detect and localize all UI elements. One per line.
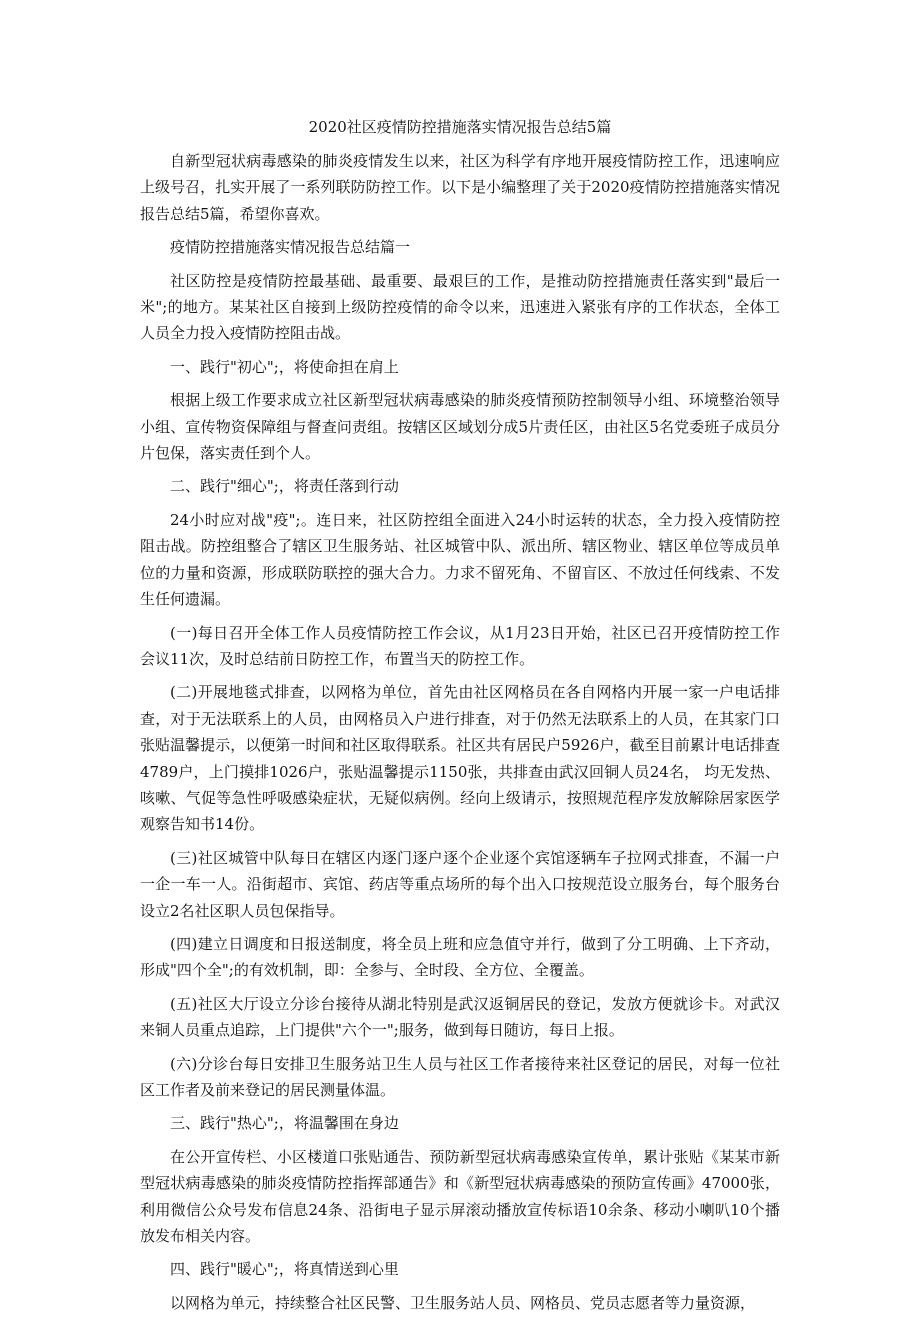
paragraph-article-heading: 疫情防控措施落实情况报告总结篇一 xyxy=(170,238,411,257)
list-item: (四)建立日调度和日报送制度，将全员上班和应急值守并行，做到了分工明确、上下齐动，形成"四个全";的有效机制，即：全参与、全时段、全方位、全覆盖。 xyxy=(140,934,780,980)
section-heading: 一、践行"初心";，将使命担在肩上 xyxy=(170,357,399,376)
list-item: (一)每日召开全体工作人员疫情防控工作会议，从1月23日开始，社区已召开疫情防控工作会议11次，及时总结前日防控工作，布置当天的防控工作。 xyxy=(140,623,780,668)
paragraph: 24小时应对战"疫";。连日来，社区防控组全面进入24小时运转的状态，全力投入疫情防控阻击战。防控组整合了辖区卫生服务站、社区城管中队、派出所、辖区物业、辖区单位等成员单位的力量和资源，形成联防联控的强大合力。力求不留死角、不留盲区、不放过任何线索、不发生任何遗漏。 xyxy=(140,510,780,609)
list-item: (六)分诊台每日安排卫生服务站卫生人员与社区工作者接待来社区登记的居民，对每一位社区工作者及前来登记的居民测量体温。 xyxy=(140,1054,780,1099)
document-title: 2020社区疫情防控措施落实情况报告总结5篇 xyxy=(308,118,612,136)
paragraph: 以网格为单元，持续整合社区民警、卫生服务站人员、网格员、党员志愿者等力量资源， xyxy=(170,1293,756,1312)
document-body xyxy=(140,148,780,1323)
paragraph: 在公开宣传栏、小区楼道口张贴通告、预防新型冠状病毒感染宣传单，累计张贴《某某市新型冠状病毒感染的肺炎疫情防控指挥部通告》和《新型冠状病毒感染的预防宣传画》47000张，利用微信公众号发布信息24条、沿街电子显示屏滚动播放宣传标语10余条、移动小喇叭10个播放发布相关内容。 xyxy=(140,1147,780,1246)
list-item: (三)社区城管中队每日在辖区内逐门逐户逐个企业逐个宾馆逐辆车子拉网式排查，不漏一户一企一车一人。沿街超市、宾馆、药店等重点场所的每个出入口按规范设立服务台，每个服务台设立2名社区职人员包保指导。 xyxy=(140,848,780,920)
paragraph: 社区防控是疫情防控最基础、最重要、最艰巨的工作，是推动防控措施责任落实到"最后一米";的地方。某某社区自接到上级防控疫情的命令以来，迅速进入紧张有序的工作状态，全体工人员全力投入疫情防控阻击战。 xyxy=(140,271,780,343)
paragraph-intro: 自新型冠状病毒感染的肺炎疫情发生以来，社区为科学有序地开展疫情防控工作，迅速响应上级号召，扎实开展了一系列联防防控工作。以下是小编整理了关于2020疫情防控措施落实情况报告总结5篇，希望你喜欢。 xyxy=(140,152,780,223)
section-heading: 二、践行"细心";，将责任落到行动 xyxy=(170,477,399,496)
list-item: (五)社区大厅设立分诊台接待从湖北特别是武汉返铜居民的登记，发放方便就诊卡。对武汉来铜人员重点追踪，上门提供"六个一";服务，做到每日随访，每日上报。 xyxy=(140,994,780,1040)
section-heading: 四、践行"暖心";，将真情送到心里 xyxy=(170,1260,399,1279)
list-item: (二)开展地毯式排查，以网格为单位，首先由社区网格员在各自网格内开展一家一户电话排查，对于无法联系上的人员，由网格员入户进行排查，对于仍然无法联系上的人员，在其家门口张贴温馨提示，以便第一时间和社区取得联系。社区共有居民户5926户，截至目前累计电话排查4789户，上门摸排1026户，张贴温馨提示1150张，共排查由武汉回铜人员24名， 均无发热、咳嗽、气促等急性呼吸感染症状，无疑似病例。经向上级请示，按照规范程序发放解除居家医学观察告知书14份。 xyxy=(140,683,780,834)
section-heading: 三、践行"热心";，将温馨围在身边 xyxy=(170,1114,399,1133)
paragraph: 根据上级工作要求成立社区新型冠状病毒感染的肺炎疫情预防控制领导小组、环境整治领导小组、宣传物资保障组与督查问责组。按辖区区域划分成5片责任区，由社区5名党委班子成员分片包保，落实责任到个人。 xyxy=(140,391,780,463)
